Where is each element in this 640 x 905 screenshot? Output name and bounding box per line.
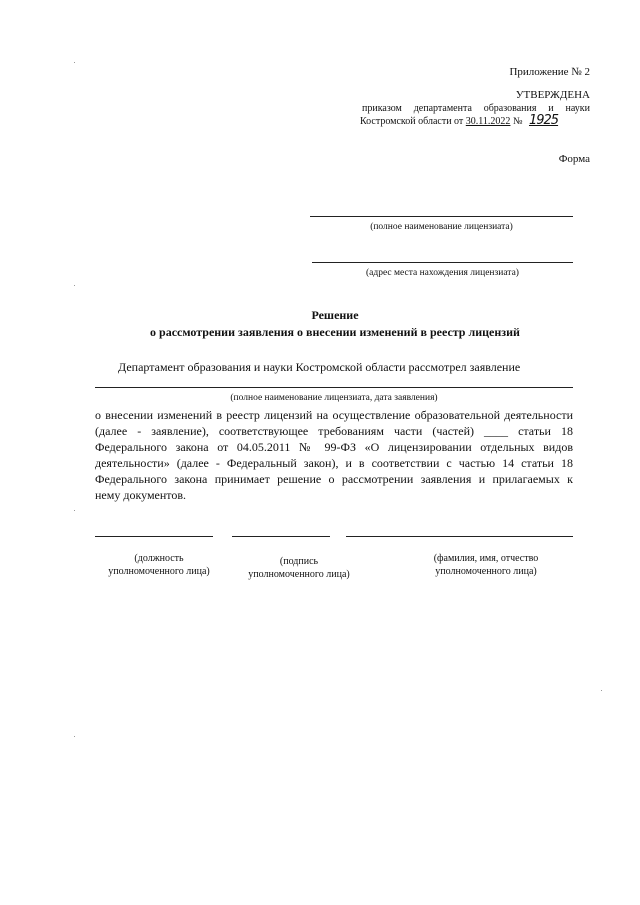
- intro-text: Департамент образования и науки Костромской области рассмотрел заявление: [118, 360, 521, 374]
- signature-caption-2: уполномоченного лица): [248, 569, 350, 580]
- form-label: Форма: [558, 153, 590, 165]
- body-line-1: о внесении изменений в реестр лицензий на осуществление образовательной деятельности: [95, 408, 573, 422]
- approved-label: УТВЕРЖДЕНА: [515, 89, 590, 101]
- document-title: Решение: [311, 308, 359, 322]
- licensee-address-line: [312, 262, 573, 263]
- applicant-line: [95, 387, 573, 388]
- order-line-2-prefix: Костромской области от: [360, 116, 464, 127]
- order-date: 30.11.2022: [465, 116, 511, 127]
- fullname-caption-2: уполномоченного лица): [435, 566, 537, 577]
- order-number-label: №: [512, 116, 523, 127]
- signature-caption-1: (подпись: [279, 556, 319, 567]
- body-line-2: (далее - заявление), соответствующее требованиям части (частей) ____ статьи 18: [95, 424, 573, 438]
- order-line-1: приказом департамента образования и науки: [362, 103, 590, 114]
- position-caption-1: (должность: [134, 553, 184, 564]
- signature-line: [232, 536, 330, 537]
- appendix-label: Приложение № 2: [509, 66, 590, 78]
- scan-speck: [74, 736, 75, 737]
- applicant-caption: (полное наименование лицензиата, дата заявления): [230, 393, 438, 403]
- licensee-address-caption: (адрес места нахождения лицензиата): [366, 268, 519, 278]
- scan-speck: [74, 62, 75, 63]
- order-number-handwritten: 1925: [528, 113, 559, 128]
- position-caption-2: уполномоченного лица): [108, 566, 210, 577]
- body-line-4: деятельности» (далее - Федеральный закон), и в соответствии с частью 14 статьи 18: [95, 456, 573, 470]
- document-subtitle: о рассмотрении заявления о внесении изменений в реестр лицензий: [150, 325, 520, 339]
- order-line-2: [360, 115, 592, 127]
- fullname-caption-1: (фамилия, имя, отчество: [433, 553, 539, 564]
- body-line-3: Федерального закона от 04.05.2011 № 99-ФЗ «О лицензировании отдельных видов: [95, 440, 573, 454]
- licensee-name-line: [310, 216, 573, 217]
- scan-speck: [74, 285, 75, 286]
- body-line-6: нему документов.: [95, 488, 187, 502]
- scan-speck: [601, 690, 602, 691]
- fullname-line: [346, 536, 573, 537]
- body-line-5: Федерального закона принимает решение о рассмотрении заявления и прилагаемых к: [95, 472, 573, 486]
- scan-speck: [74, 510, 75, 511]
- licensee-name-caption: (полное наименование лицензиата): [370, 222, 513, 232]
- position-line: [95, 536, 213, 537]
